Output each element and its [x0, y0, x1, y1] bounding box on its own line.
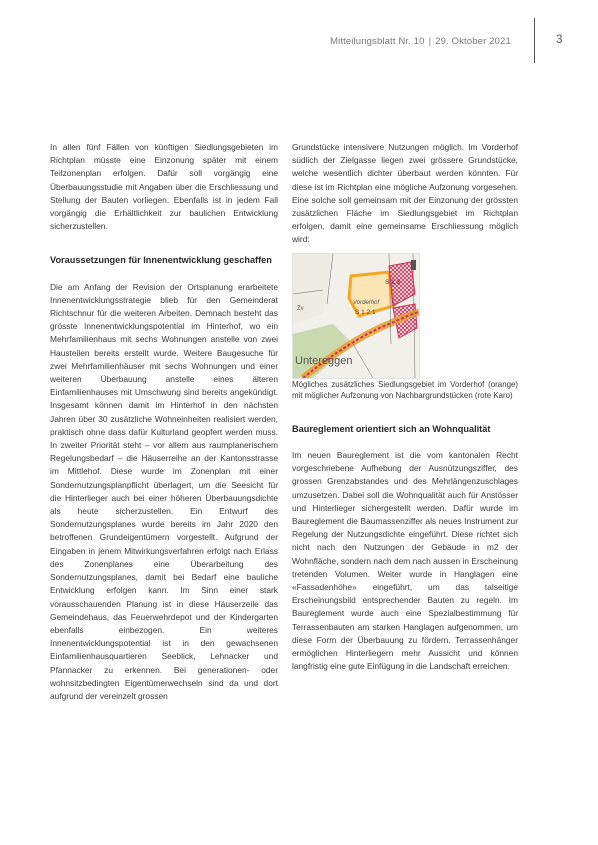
publication-title: Mitteilungsblatt Nr. 10: [330, 36, 425, 47]
left-column: [50, 141, 278, 703]
intro-paragraph: In allen fünf Fällen von künftigen Siedlungsgebieten im Richtplan müsste eine Einzonung später mit einem Teilzonenplan erfolgen. Dafür soll vorgängig eine Überbauungsstudie mit Angaben über die Erschliessung und Stellung der Bauten vorliegen. Ebenfalls ist in jedem Fall vorgängig die Erhältlichkeit zur baulichen Entwicklung sicherzustellen.: [50, 142, 278, 232]
header-separator: |: [428, 36, 432, 47]
zoning-map: [292, 253, 420, 379]
innenentwicklung-paragraph: Die am Anfang der Revision der Ortsplanung erarbeitete Innenentwicklungsstrategie blieb für den Gemeinderat Richtschnur für die weiteren Arbeiten. Demnach besteht das grösste Innenentwicklungspotential im Hinterhof, wo ein Mehrfamilienhaus mit sechs Wohnungen anstelle von zwei Hausteilen bereits erstellt wurde. Weitere Baugesuche für zwei Mehrfamilienhäuser mit sechs Wohnungen und einer weiteren Überbauung anstelle eines älteren Einfamilienhauses mit Umschwung sind bereits angekündigt. Insgesamt können damit im Hinterhof in den nächsten Jahren über 30 zusätzliche Wohneinheiten realisiert werden, praktisch ohne dass dafür Kulturland geopfert werden muss. In zweiter Priorität steht – vor allem aus raumplanerischem Regelungsbedarf – die Häuserreihe an der Kantonsstrasse im Mittlehof. Diese wurde im Zonenplan mit einer Sondernutzungsplanpflicht überlagert, um die Seesicht für die Hinterlieger auch bei einer höheren Überbauungsdichte als heute sicherzustellen. Ein Entwurf des Sondernutzungsplanes wurde bereits im Jahr 2020 den betroffenen Grundeigentümern vorgestellt. Aufgrund der Eingaben in jenem Mitwirkungsverfahren erfolgt nach Erlass des Zonenplanes eine Überarbeitung des Sondernutzungsplanes, damit bei Bedarf eine bauliche Entwicklung erfolgen kann. Im Sinn einer stark vorausschauenden Planung ist in diese Häuserzeile das Gemeindehaus, das Feuerwehrdepot und der Kindergarten ebenfalls einbezogen. Ein weiteres Innenentwicklungspotential ist in den gewachsenen Einfamilienhausquartieren Seeblick, Lehnacker und Pfannacker zu erkennen. Bei generationen- oder wohnsitzbedingten Eigentümerwechseln sind da und dort aufgrund der vereinzelt grossen: [50, 281, 278, 701]
map-label-vorderhof: Vorderhof: [353, 299, 380, 306]
page-number: 3: [556, 34, 563, 46]
header-vertical-rule: [534, 18, 535, 63]
page-header: [330, 36, 520, 47]
section-heading-innenentwicklung: Voraussetzungen für Innenentwicklung geschaffen: [50, 255, 272, 266]
section-heading-baureglement: Baureglement orientiert sich an Wohnqualität: [292, 423, 491, 434]
map-building: [411, 260, 416, 270]
zoning-map-graphic: [293, 254, 419, 378]
right-column: [292, 141, 518, 673]
map-label-unterereggen: Untereggen: [295, 354, 353, 367]
continuation-paragraph: Grundstücke intensivere Nutzungen möglich. Im Vorderhof südlich der Zielgasse liegen zwei grössere Grundstücke, welche wesentlich dichter überbaut werden könnten. Für diese ist im Richtplan eine mögliche Aufzonung vorgesehen. Eine solche soll gemeinsam mit der Einzonung der grössten zusätzlichen Fläche im Siedlungsgebiet im Richtplan erfolgen, damit eine gemeinsame Erschliessung möglich wird:: [292, 142, 518, 245]
baureglement-paragraph: Im neuen Baureglement ist die vom kantonalen Recht vorgeschriebene Aufhebung der Ausnützungsziffer, des grossen Grenzabstandes und des Mehrlängenzuschlages umzusetzen. Dabei soll die Wohnqualität auch für Anstösser und Hinterlieger sichergestellt werden. Dafür wurde im Baureglement die Baumassenziffer als neues Instrument zur Regelung der Nutzungsdichte eingeführt. Diese richtet sich nicht nach den Nutzungen der Gebäude in m2 der Wohnfläche, sondern nach dem nach aussen in Erscheinung tretenden Volumen. Weiter wurde in Hanglagen eine «Fassadenhöhe» eingeführt, um das talseitige Erscheinungsbild entsprechender Bauten zu regeln. Im Baureglement wurde auch eine Spezialbestimmung für Terrassenbauten am starken Hanglagen aufgenommen, um diese Form der Überbauung zu fördern. Terrassenhänger ermöglichen Hinterliegern mehr Aussicht und können langfristig eine gute Einfügung in die Landschaft erreichen.: [292, 450, 518, 672]
map-label-zone-code-2: S 1 3: [385, 278, 401, 286]
map-caption: Mögliches zusätzliches Siedlungsgebiet im Vorderhof (orange) mit möglicher Aufzonung von Nachbargrundstücken (rote Karo): [292, 379, 518, 401]
map-label-zv: Zv: [297, 305, 304, 312]
publication-date: 29. Oktober 2021: [435, 36, 511, 47]
map-label-zone-code: S 1 2 1: [355, 308, 376, 316]
